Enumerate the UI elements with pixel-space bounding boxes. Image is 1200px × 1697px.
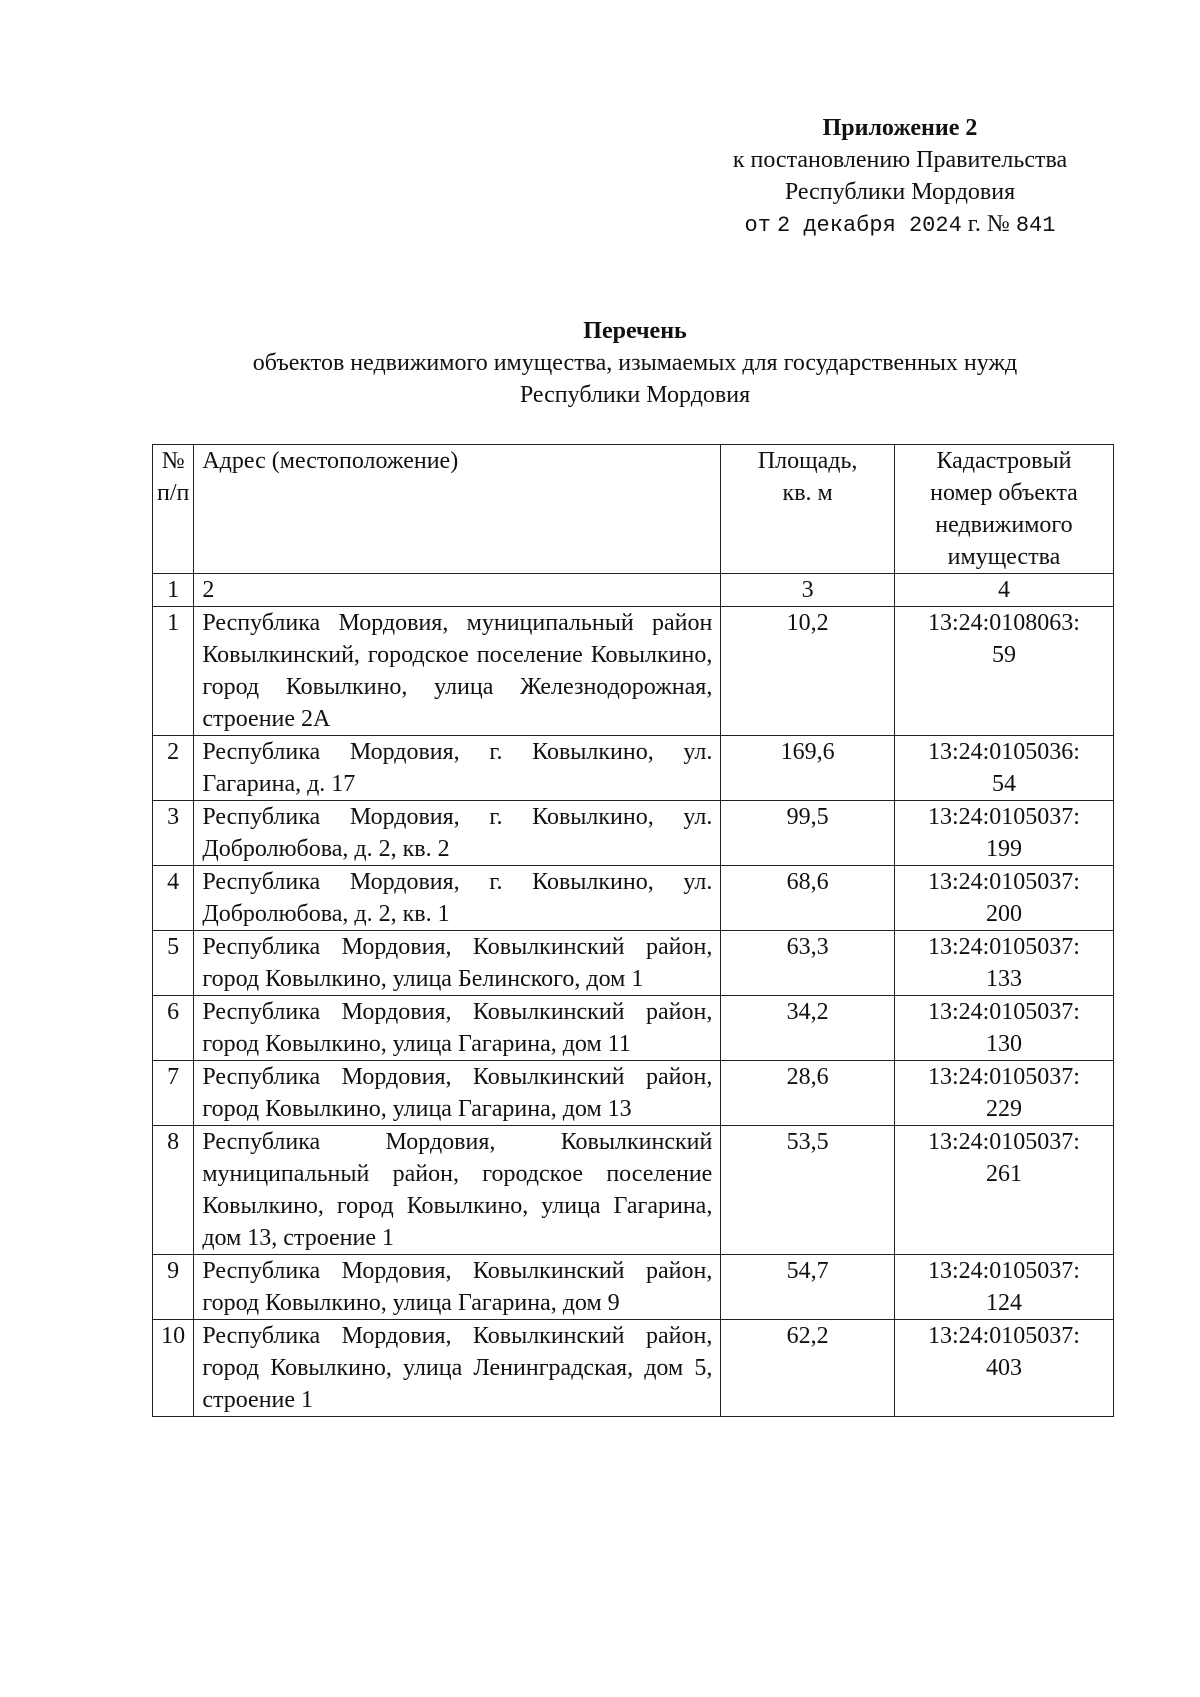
cadastral-suffix: 261 bbox=[985, 1161, 1022, 1187]
row-address: Республика Мордовия, Ковылкинский район, город Ковылкино, улица Гагарина, дом 11 bbox=[194, 996, 721, 1061]
header-area bbox=[721, 445, 895, 574]
approval-date-line bbox=[690, 208, 1110, 242]
row-address: Республика Мордовия, г. Ковылкино, ул. Гагарина, д. 17 bbox=[194, 736, 721, 801]
row-cadastral bbox=[894, 931, 1113, 996]
row-number: 7 bbox=[153, 1061, 194, 1126]
row-area: 99,5 bbox=[721, 801, 895, 866]
cadastral-suffix: 133 bbox=[985, 966, 1022, 992]
table-row bbox=[153, 607, 1114, 736]
header-area-line-1: Площадь, bbox=[757, 448, 858, 474]
row-area: 53,5 bbox=[721, 1126, 895, 1255]
row-area: 28,6 bbox=[721, 1061, 895, 1126]
document-subtitle-line-1: объектов недвижимого имущества, изымаемых для государственных нужд bbox=[252, 350, 1018, 376]
column-number: 4 bbox=[894, 574, 1113, 607]
appendix-title: Приложение 2 bbox=[822, 115, 978, 141]
cadastral-suffix: 403 bbox=[985, 1355, 1022, 1381]
header-cadastral-line-1: Кадастровый bbox=[936, 448, 1072, 474]
header-cadastral bbox=[894, 445, 1113, 574]
cadastral-suffix: 124 bbox=[985, 1290, 1022, 1316]
row-cadastral bbox=[894, 736, 1113, 801]
column-number: 1 bbox=[153, 574, 194, 607]
row-cadastral bbox=[894, 996, 1113, 1061]
approval-line-2: Республики Мордовия bbox=[784, 179, 1016, 205]
row-number: 10 bbox=[153, 1320, 194, 1417]
cadastral-suffix: 59 bbox=[991, 642, 1016, 668]
table-row bbox=[153, 1320, 1114, 1417]
table-row bbox=[153, 736, 1114, 801]
header-number bbox=[153, 445, 194, 574]
row-address: Республика Мордовия, Ковылкинский муниципальный район, городское поселение Ковылкино, город Ковылкино, улица Гагарина, дом 13, строение 1 bbox=[194, 1126, 721, 1255]
row-number: 3 bbox=[153, 801, 194, 866]
cadastral-prefix: 13:24:0105037: bbox=[927, 1258, 1080, 1284]
row-cadastral bbox=[894, 1255, 1113, 1320]
row-address: Республика Мордовия, Ковылкинский район, город Ковылкино, улица Гагарина, дом 13 bbox=[194, 1061, 721, 1126]
row-area: 169,6 bbox=[721, 736, 895, 801]
row-cadastral bbox=[894, 1126, 1113, 1255]
cadastral-prefix: 13:24:0105037: bbox=[927, 934, 1080, 960]
row-cadastral bbox=[894, 1061, 1113, 1126]
row-area: 68,6 bbox=[721, 866, 895, 931]
row-address: Республика Мордовия, г. Ковылкино, ул. Добролюбова, д. 2, кв. 1 bbox=[194, 866, 721, 931]
row-cadastral bbox=[894, 801, 1113, 866]
header-number-line-1: № bbox=[161, 448, 185, 474]
row-number: 6 bbox=[153, 996, 194, 1061]
row-number: 4 bbox=[153, 866, 194, 931]
row-address: Республика Мордовия, муниципальный район Ковылкинский, городское поселение Ковылкино, город Ковылкино, улица Железнодорожная, строение 2А bbox=[194, 607, 721, 736]
header-number-line-2: п/п bbox=[156, 480, 190, 506]
row-number: 1 bbox=[153, 607, 194, 736]
cadastral-prefix: 13:24:0105037: bbox=[927, 999, 1080, 1025]
row-area: 63,3 bbox=[721, 931, 895, 996]
row-number: 5 bbox=[153, 931, 194, 996]
approval-block bbox=[690, 112, 1110, 242]
header-cadastral-line-4: имущества bbox=[947, 544, 1061, 570]
document-title: Перечень bbox=[583, 318, 687, 344]
table-row bbox=[153, 801, 1114, 866]
row-number: 9 bbox=[153, 1255, 194, 1320]
row-number: 2 bbox=[153, 736, 194, 801]
table-row bbox=[153, 866, 1114, 931]
table-row bbox=[153, 1255, 1114, 1320]
cadastral-suffix: 130 bbox=[985, 1031, 1022, 1057]
cadastral-prefix: 13:24:0105037: bbox=[927, 1323, 1080, 1349]
document-title-block bbox=[140, 315, 1130, 411]
row-area: 62,2 bbox=[721, 1320, 895, 1417]
row-cadastral bbox=[894, 1320, 1113, 1417]
cadastral-prefix: 13:24:0105036: bbox=[927, 739, 1080, 765]
row-cadastral bbox=[894, 866, 1113, 931]
approval-number: 841 bbox=[1015, 213, 1056, 238]
property-table bbox=[152, 444, 1114, 1417]
header-cadastral-line-3: недвижимого bbox=[935, 512, 1073, 538]
row-address: Республика Мордовия, Ковылкинский район, город Ковылкино, улица Белинского, дом 1 bbox=[194, 931, 721, 996]
cadastral-suffix: 229 bbox=[985, 1096, 1022, 1122]
cadastral-prefix: 13:24:0105037: bbox=[927, 869, 1080, 895]
table-header-row bbox=[153, 445, 1114, 574]
row-address: Республика Мордовия, Ковылкинский район, город Ковылкино, улица Гагарина, дом 9 bbox=[194, 1255, 721, 1320]
row-area: 34,2 bbox=[721, 996, 895, 1061]
cadastral-prefix: 13:24:0105037: bbox=[927, 1129, 1080, 1155]
cadastral-suffix: 54 bbox=[991, 771, 1016, 797]
column-number: 2 bbox=[194, 574, 721, 607]
column-number: 3 bbox=[721, 574, 895, 607]
cadastral-prefix: 13:24:0105037: bbox=[927, 804, 1080, 830]
document-subtitle-line-2: Республики Мордовия bbox=[519, 382, 751, 408]
row-area: 10,2 bbox=[721, 607, 895, 736]
column-number-row bbox=[153, 574, 1114, 607]
row-address: Республика Мордовия, г. Ковылкино, ул. Добролюбова, д. 2, кв. 2 bbox=[194, 801, 721, 866]
table-row bbox=[153, 1126, 1114, 1255]
row-cadastral bbox=[894, 607, 1113, 736]
cadastral-suffix: 199 bbox=[985, 836, 1022, 862]
row-address: Республика Мордовия, Ковылкинский район, город Ковылкино, улица Ленинградская, дом 5, строение 1 bbox=[194, 1320, 721, 1417]
cadastral-prefix: 13:24:0108063: bbox=[927, 610, 1080, 636]
row-area: 54,7 bbox=[721, 1255, 895, 1320]
table-row bbox=[153, 1061, 1114, 1126]
header-address: Адрес (местоположение) bbox=[194, 445, 721, 574]
date-prefix: от bbox=[744, 213, 771, 238]
approval-line-1: к постановлению Правительства bbox=[732, 147, 1068, 173]
table-row bbox=[153, 931, 1114, 996]
row-number: 8 bbox=[153, 1126, 194, 1255]
cadastral-suffix: 200 bbox=[985, 901, 1022, 927]
table-row bbox=[153, 996, 1114, 1061]
approval-date: 2 декабря 2024 bbox=[776, 213, 962, 238]
header-area-line-2: кв. м bbox=[782, 480, 833, 506]
header-cadastral-line-2: номер объекта bbox=[930, 480, 1078, 506]
cadastral-prefix: 13:24:0105037: bbox=[927, 1064, 1080, 1090]
number-sign: г. № bbox=[967, 211, 1010, 237]
